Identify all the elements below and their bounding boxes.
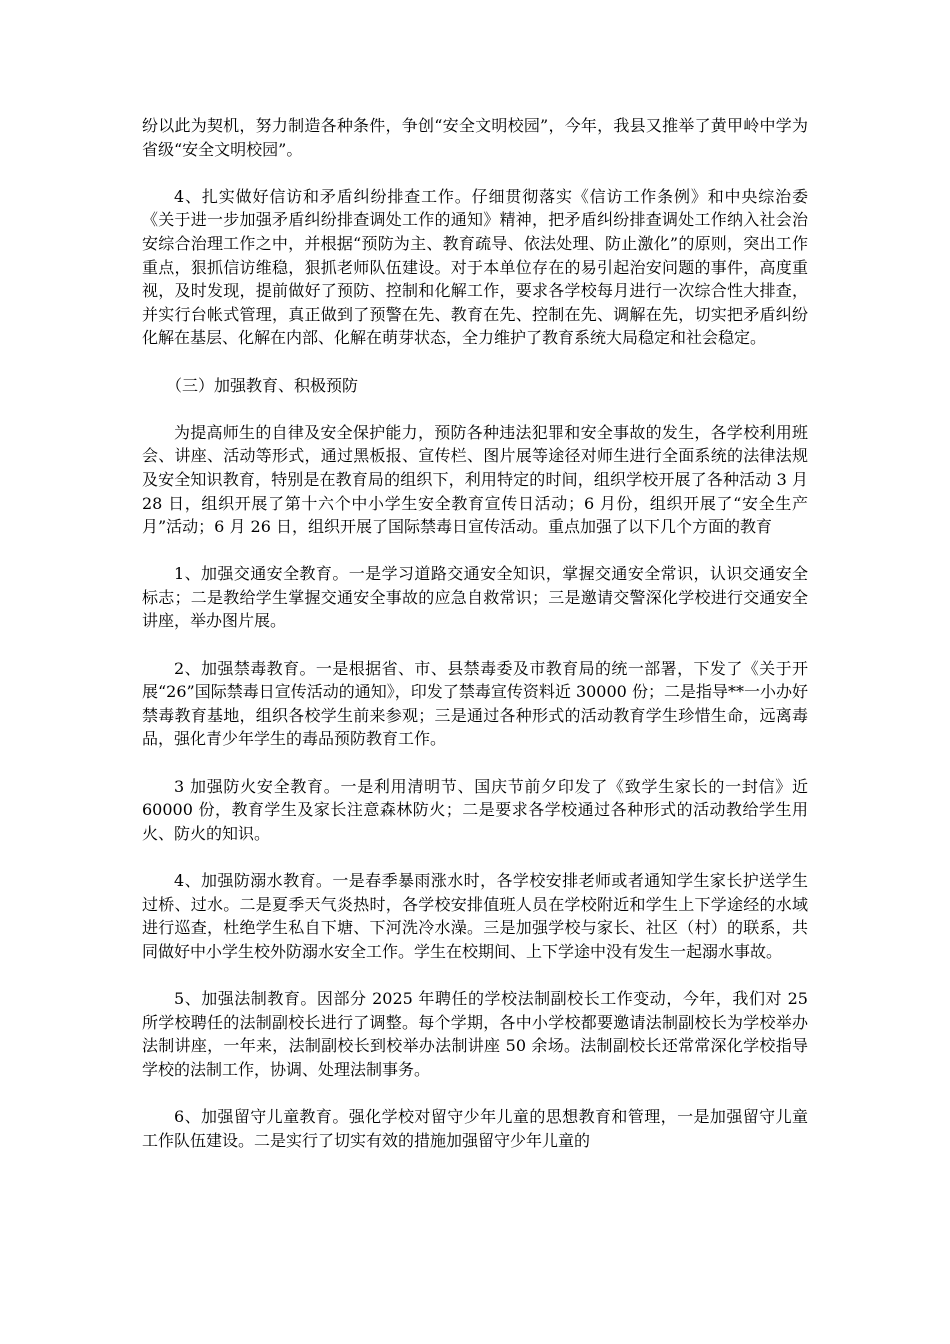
document-body xyxy=(142,114,814,1176)
paragraph-legal-education: 5、加强法制教育。因部分 2025 年聘任的学校法制副校长工作变动，今年，我们对 25 所学校聘任的法制副校长进行了调整。每个学期，各中小学校都要邀请法制副校长为学校举办法制讲座，一年来，法制副校长到校举办法制讲座 50 余场。法制副校长还常常深化学校指导学校的法制工作，协调、处理法制事务。 xyxy=(142,988,814,1079)
paragraph-traffic-safety: 1、加强交通安全教育。一是学习道路交通安全知识，掌握交通安全常识，认识交通安全标志；二是教给学生掌握交通安全事故的应急自救常识；三是邀请交警深化学校进行交通安全讲座，举办图片展。 xyxy=(142,564,808,631)
paragraph-petition-disputes: 4、扎实做好信访和矛盾纠纷排查工作。仔细贯彻落实《信访工作条例》和中央综治委《关于进一步加强矛盾纠纷排查调处工作的通知》精神，把矛盾纠纷排查调处工作纳入社会治安综合治理工作之中，并根据“预防为主、教育疏导、依法处理、防止激化”的原则，突出工作重点，狠抓信访维稳，狠抓老师队伍建设。对于本单位存在的易引起治安问题的事件，高度重视，及时发现，提前做好了预防、控制和化解工作，要求各学校每月进行一次综合性大排查，并实行台帐式管理，真正做到了预警在先、教育在先、控制在先、调解在先，切实把矛盾纠纷化解在基层、化解在内部、化解在萌芽状态，全力维护了教育系统大局稳定和社会稳定。 xyxy=(142,186,808,348)
section-heading-education-prevention: （三）加强教育、积极预防 xyxy=(166,375,359,395)
paragraph-continuation: 纷以此为契机，努力制造各种条件，争创“安全文明校园”，今年，我县又推举了黄甲岭中学为省级“安全文明校园”。 xyxy=(142,116,808,159)
paragraph-anti-drug: 2、加强禁毒教育。一是根据省、市、县禁毒委及市教育局的统一部署，下发了《关于开展“26”国际禁毒日宣传活动的通知》，印发了禁毒宣传资料近 30000 份；二是指导**一小办好禁毒教育基地，组织各校学生前来参观；三是通过各种形式的活动教育学生珍惜生命，远离毒品，强化青少年学生的毒品预防教育工作。 xyxy=(142,658,808,749)
paragraph-education-intro: 为提高师生的自律及安全保护能力，预防各种违法犯罪和安全事故的发生，各学校利用班会、讲座、活动等形式，通过黑板报、宣传栏、图片展等途径对师生进行全面系统的法律法规及安全知识教育，特别是在教育局的组织下，利用特定的时间，组织学校开展了各种活动 3 月 28 日，组织开展了第十六个中小学生安全教育宣传日活动；6 月份，组织开展了“安全生产月”活动；6 月 26 日，组织开展了国际禁毒日宣传活动。重点加强了以下几个方面的教育 xyxy=(142,422,814,537)
paragraph-left-behind-children: 6、加强留守儿童教育。强化学校对留守少年儿童的思想教育和管理，一是加强留守儿童工作队伍建设。二是实行了切实有效的措施加强留守少年儿童的 xyxy=(142,1106,808,1150)
paragraph-drowning-prevention: 4、加强防溺水教育。一是春季暴雨涨水时，各学校安排老师或者通知学生家长护送学生过桥、过水。二是夏季天气炎热时，各学校安排值班人员在学校附近和学生上下学途经的水域进行巡查，杜绝学生私自下塘、下河洗冷水澡。三是加强学校与家长、社区（村）的联系，共同做好中小学生校外防溺水安全工作。学生在校期间、上下学途中没有发生一起溺水事故。 xyxy=(142,871,808,961)
paragraph-fire-safety: 3 加强防火安全教育。一是利用清明节、国庆节前夕印发了《致学生家长的一封信》近 60000 份，教育学生及家长注意森林防火；二是要求各学校通过各种形式的活动教给学生用火、防火的知识。 xyxy=(142,776,814,843)
